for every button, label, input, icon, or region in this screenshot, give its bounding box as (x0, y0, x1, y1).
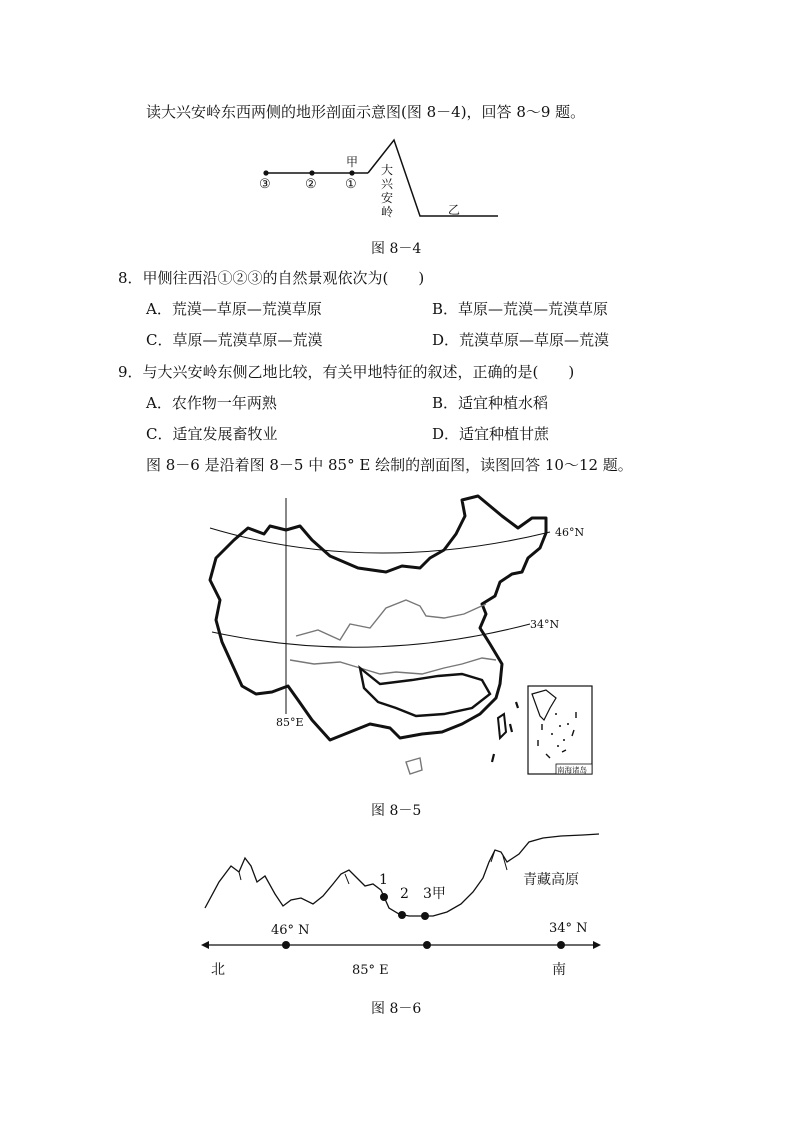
axis-arrow-right (593, 941, 601, 949)
mountain-char-4: 岭 (381, 205, 394, 219)
profile-label-plateau: 青藏高原 (523, 872, 579, 888)
intro-text-1: 读大兴安岭东西两侧的地形剖面示意图(图 8－4)，回答 8～9 题。 (146, 103, 586, 121)
inset-label: 南海诸岛 (557, 765, 587, 775)
figure-8-5-map (200, 488, 600, 788)
south-sea-inset (528, 686, 592, 774)
question-8-option-d: D．荒漠草原—草原—荒漠 (432, 331, 610, 349)
yangtze-river (290, 658, 496, 674)
label-yi: 乙 (448, 203, 461, 217)
question-9-option-d: D．适宜种植甘蔗 (432, 425, 550, 443)
figure-8-4 (250, 135, 510, 230)
question-9-stem: 9．与大兴安岭东侧乙地比较，有关甲地特征的叙述，正确的是( ) (118, 363, 575, 381)
point-1 (349, 170, 354, 175)
intro-text-2: 图 8－6 是沿着图 8－5 中 85° E 绘制的剖面图，读图回答 10～12 题。 (146, 456, 633, 474)
profile-point-3 (421, 912, 429, 920)
mountain-char-3: 安 (381, 191, 394, 205)
label-jia: 甲 (346, 155, 359, 169)
axis-label-85e: 85° E (352, 963, 389, 978)
question-8-option-b: B．草原—荒漠—荒漠草原 (432, 300, 609, 318)
point-2 (309, 170, 314, 175)
profile-point-1 (380, 893, 388, 901)
label-34n: 34°N (530, 618, 560, 631)
label-point-3: ③ (259, 177, 271, 192)
ridge-detail (239, 850, 507, 884)
profile-label-2: 2 (400, 886, 409, 902)
axis-label-south: 南 (552, 962, 566, 978)
figure-8-6-profile (195, 828, 605, 983)
question-8-option-c: C．草原—荒漠草原—荒漠 (146, 331, 323, 349)
mountain-char-2: 兴 (381, 177, 394, 191)
question-9-option-c: C．适宜发展畜牧业 (146, 425, 278, 443)
question-9-option-b: B．适宜种植水稻 (432, 394, 549, 412)
mountain-char-1: 大 (381, 163, 394, 177)
axis-arrow-left (201, 941, 209, 949)
caption-fig-8-5: 图 8－5 (371, 803, 422, 819)
axis-label-34n: 34° N (549, 921, 588, 936)
point-3 (263, 170, 268, 175)
yellow-river (296, 600, 486, 640)
caption-fig-8-6: 图 8－6 (371, 1001, 422, 1017)
question-8-option-a: A．荒漠—草原—荒漠草原 (146, 300, 322, 318)
label-point-1: ① (345, 177, 357, 192)
axis-label-46n: 46° N (271, 923, 310, 938)
question-9-option-a: A．农作物一年两熟 (146, 394, 277, 412)
axis-point-34n (557, 941, 565, 949)
profile-label-3: 3甲 (423, 886, 446, 902)
axis-label-north: 北 (211, 962, 225, 978)
label-point-2: ② (305, 177, 317, 192)
profile-label-1: 1 (379, 872, 388, 888)
profile-point-2 (398, 911, 406, 919)
taiwan-island (498, 714, 506, 738)
label-46n: 46°N (555, 526, 585, 539)
axis-point-85e (423, 941, 431, 949)
internal-region (360, 668, 490, 716)
label-85e: 85°E (276, 716, 304, 729)
caption-fig-8-4: 图 8－4 (371, 241, 422, 257)
question-8-stem: 8．甲侧往西沿①②③的自然景观依次为( ) (118, 269, 425, 287)
axis-point-46n (282, 941, 290, 949)
hainan-island (406, 758, 422, 774)
